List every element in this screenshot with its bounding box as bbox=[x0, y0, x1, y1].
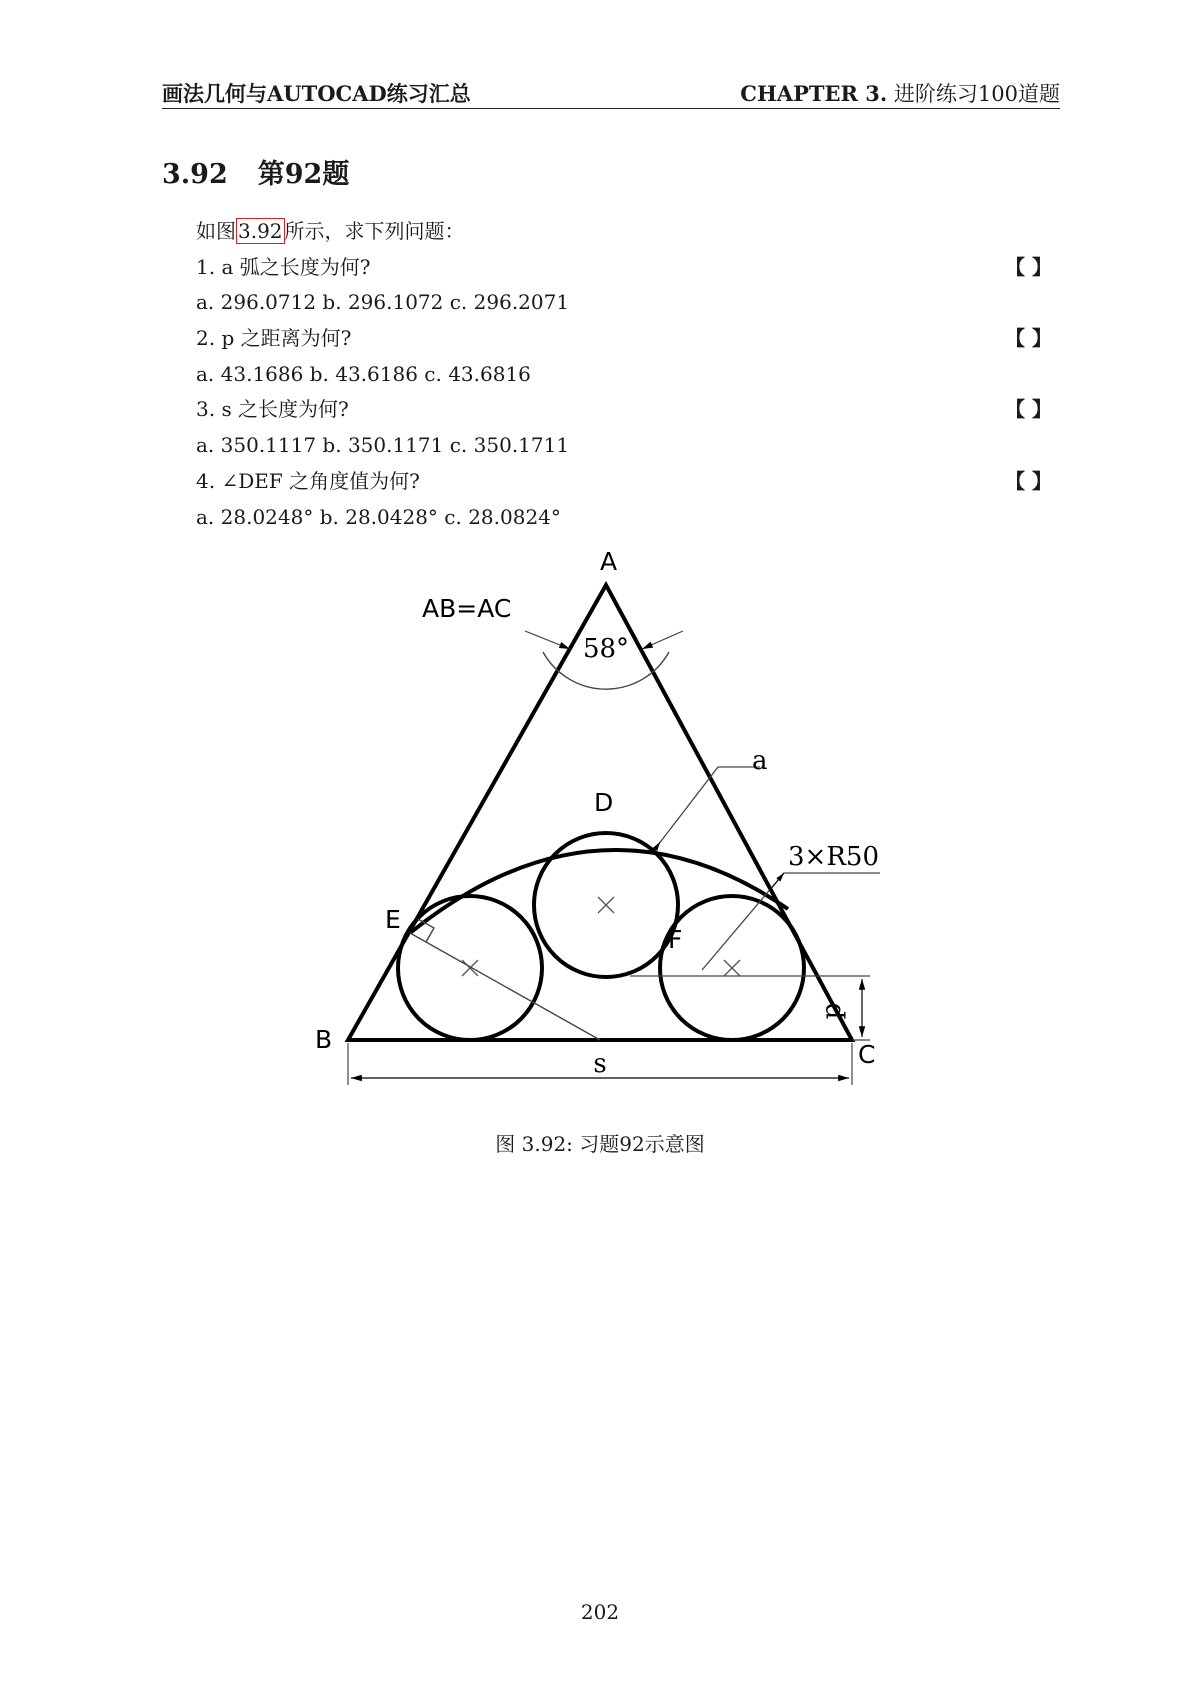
angle-ext-right bbox=[642, 631, 683, 649]
question-text: 1. a 弧之长度为何? bbox=[196, 254, 371, 279]
equal-sides-note: AB=AC bbox=[422, 594, 512, 623]
section-title bbox=[162, 152, 349, 191]
section-number: 3.92 bbox=[162, 159, 228, 190]
geometry-figure bbox=[300, 545, 940, 1105]
options-3: a. 350.1117 b. 350.1171 c. 350.1711 bbox=[196, 433, 570, 458]
point-d-label: D bbox=[594, 788, 614, 817]
radius-label: 3×R50 bbox=[788, 842, 879, 872]
intro-suffix: 所示，求下列问题： bbox=[284, 219, 465, 243]
figure-caption: 图 3.92: 习题92示意图 bbox=[495, 1132, 705, 1156]
options-4: a. 28.0248° b. 28.0428° c. 28.0824° bbox=[196, 504, 561, 529]
question-text: 2. p 之距离为何? bbox=[196, 326, 352, 351]
point-a-label: A bbox=[600, 547, 618, 576]
question-text: 4. ∠DEF 之角度值为何? bbox=[196, 468, 420, 493]
figure-reference-link[interactable]: 3.92 bbox=[238, 219, 283, 243]
point-b-label: B bbox=[315, 1025, 333, 1054]
angle-ext-left bbox=[525, 631, 570, 649]
s-label: s bbox=[593, 1049, 607, 1079]
answer-bracket: 【 】 bbox=[1005, 468, 1052, 493]
question-3 bbox=[196, 392, 1060, 428]
question-text: 3. s 之长度为何? bbox=[196, 397, 349, 422]
point-f-label: F bbox=[668, 925, 683, 954]
intro-prefix: 如图 bbox=[196, 219, 236, 243]
question-4 bbox=[196, 464, 1060, 500]
arc-a bbox=[410, 850, 788, 933]
chapter-number: CHAPTER 3. bbox=[740, 81, 888, 106]
perpendicular-line bbox=[410, 933, 600, 1040]
answer-bracket: 【 】 bbox=[1005, 326, 1052, 351]
leader-radius bbox=[702, 873, 880, 970]
leader-a bbox=[658, 767, 760, 845]
angle-value: 58° bbox=[582, 634, 630, 664]
point-e-label: E bbox=[385, 905, 401, 934]
chapter-title: 进阶练习100道题 bbox=[893, 82, 1060, 106]
question-1 bbox=[196, 250, 1060, 286]
running-header bbox=[162, 74, 1060, 109]
center-marks bbox=[462, 897, 740, 976]
p-label: p bbox=[817, 1002, 847, 1020]
answer-bracket: 【 】 bbox=[1005, 397, 1052, 422]
leader-radius-arrow bbox=[770, 873, 784, 890]
point-c-label: C bbox=[858, 1040, 876, 1069]
page-number: 202 bbox=[580, 1600, 620, 1624]
book-title: 画法几何与AUTOCAD练习汇总 bbox=[162, 81, 471, 106]
intro-line bbox=[196, 214, 1060, 250]
options-2: a. 43.1686 b. 43.6186 c. 43.6816 bbox=[196, 361, 531, 386]
answer-bracket: 【 】 bbox=[1005, 254, 1052, 279]
section-name: 第92题 bbox=[257, 159, 350, 190]
question-2 bbox=[196, 321, 1060, 357]
options-1: a. 296.0712 b. 296.1072 c. 296.2071 bbox=[196, 290, 570, 315]
arc-a-label: a bbox=[752, 746, 768, 776]
problem-text bbox=[196, 214, 1060, 535]
chapter-heading bbox=[740, 78, 1060, 108]
